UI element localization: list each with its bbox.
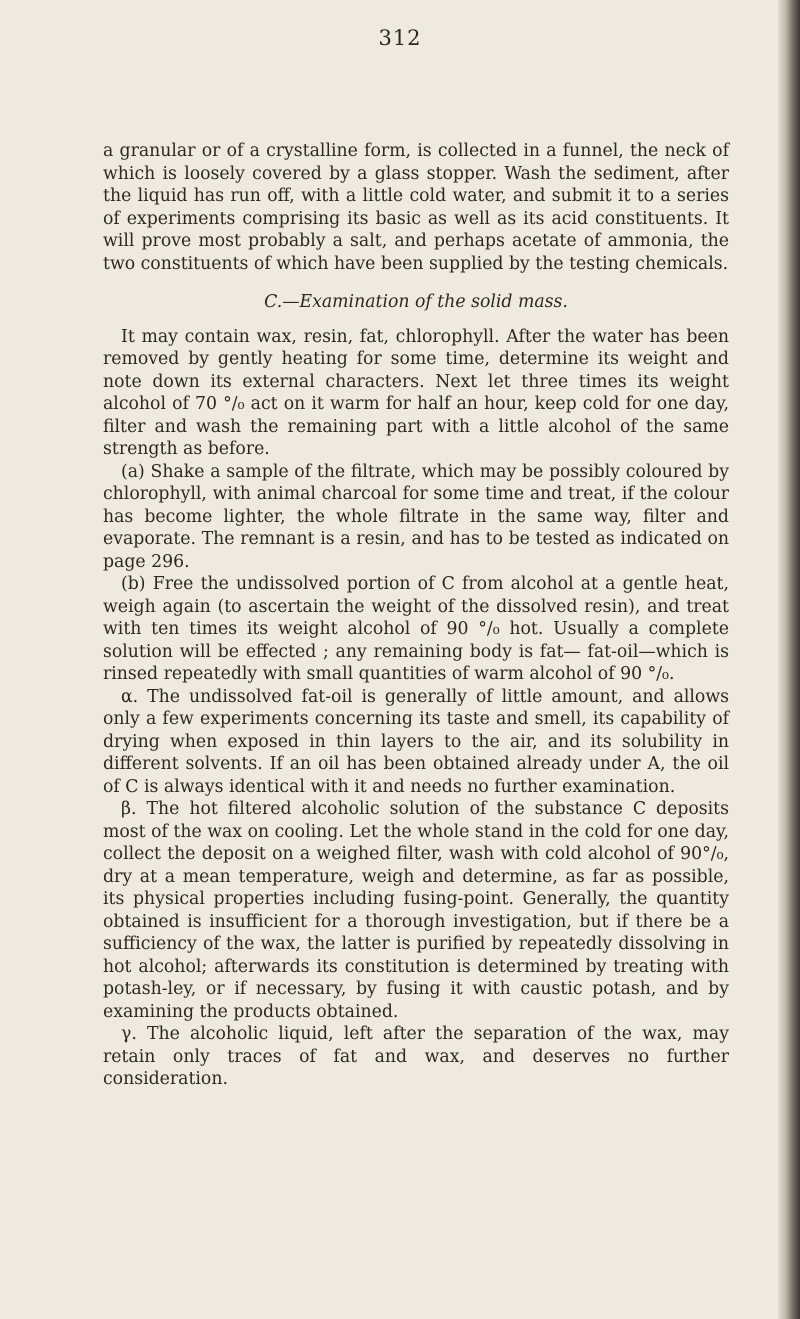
paragraph-intro: It may contain wax, resin, fat, chlorophyll. After the water has been removed by gently heating for some time, determine its weight and note down its external characters. Next let three times its weight alcohol of 70 °/₀ act on it warm for half an hour, keep cold for one day, filter and wash the remaining part with a little alcohol of the same strength as before. — [103, 326, 729, 459]
paragraph-alpha: α. The undissolved fat-oil is generally of little amount, and allows only a few experiments concerning its taste and smell, its capability of drying when exposed in thin layers to the air, and its solubility in different solvents. If an oil has been obtained already under A, the oil of C is always identical with it and needs no further examination. — [103, 686, 729, 797]
section-heading: C.—Examination of the solid mass. — [264, 292, 568, 312]
page-edge-shadow — [778, 0, 800, 1319]
paragraph-a: (a) Shake a sample of the filtrate, which may be possibly coloured by chlorophyll, with animal charcoal for some time and treat, if the colour has become lighter, the whole filtrate in the same way, filter and evaporate. The remnant is a resin, and has to be tested as indicated on page 296. — [103, 461, 729, 572]
paragraph-gamma: γ. The alcoholic liquid, left after the separation of the wax, may retain only traces of fat and wax, and deserves no further consideration. — [103, 1024, 729, 1089]
paragraph-continuation: a granular or of a crystalline form, is collected in a funnel, the neck of which is loosely covered by a glass stopper. Wash the sediment, after the liquid has run off, with a little cold water, and submit it to a series of experiments comprising its basic as well as its acid constituents. It will prove most probably a salt, and perhaps acetate of ammonia, the two constituents of which have been supplied by the testing chemicals. — [103, 141, 729, 274]
page-number: 312 — [378, 26, 422, 50]
body-text — [103, 140, 729, 1091]
paragraph-beta: β. The hot filtered alcoholic solution of the substance C deposits most of the wax on cooling. Let the whole stand in the cold for one day, collect the deposit on a weighed filter, wash with cold alcohol of 90°/₀, dry at a mean temperature, weigh and determine, as far as possible, its physical properties including fusing-point. Generally, the quantity obtained is insufficient for a thorough investigation, but if there be a sufficiency of the wax, the latter is purified by repeatedly dissolving in hot alcohol; afterwards its constitution is determined by treating with potash-ley, or if necessary, by fusing it with caustic potash, and by examining the products obtained. — [103, 799, 729, 1022]
paragraph-b: (b) Free the undissolved portion of C from alcohol at a gentle heat, weigh again (to ascertain the weight of the dissolved resin), and treat with ten times its weight alcohol of 90 °/₀ hot. Usually a complete solution will be effected ; any remaining body is fat— fat-oil—which is rinsed repeatedly with small quantities of warm alcohol of 90 °/₀. — [103, 574, 729, 684]
